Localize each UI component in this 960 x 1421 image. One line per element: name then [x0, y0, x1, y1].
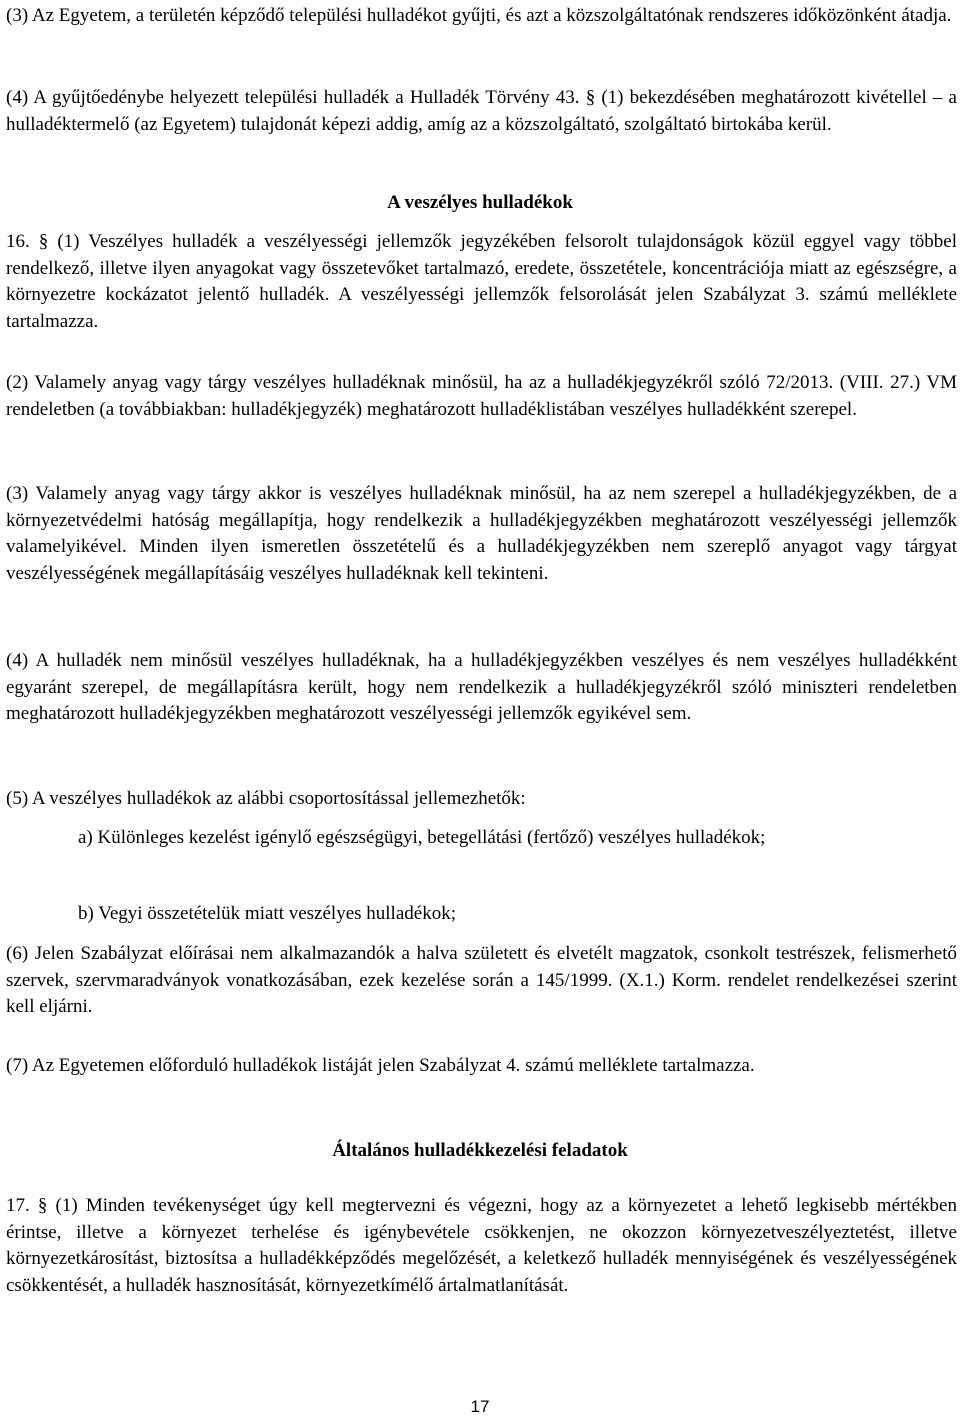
page-number: 17: [470, 1397, 490, 1416]
paragraph-16-3: (3) Valamely anyag vagy tárgy akkor is veszélyes hulladéknak minősül, ha az nem szerepel a hulladékjegyzékben, de a környezetvédelmi hatóság megállapítja, hogy rendelkezik a hulladékjegyzékben meghatározott veszélyességi jellemzők valamelyikével. Minden ilyen ismeretlen összetételű és a hulladékjegyzékben nem szereplő anyagot vagy tárgyat veszélyességének megállapításáig veszélyes hulladéknak kell tekinteni.: [6, 483, 957, 584]
list-item-16-5-a: a) Különleges kezelést igénylő egészségügyi, betegellátási (fertőző) veszélyes hulladékok;: [78, 827, 766, 848]
paragraph-16-2: (2) Valamely anyag vagy tárgy veszélyes hulladéknak minősül, ha az a hulladékjegyzékről szóló 72/2013. (VIII. 27.) VM rendeletben (a továbbiakban: hulladékjegyzék) meghatározott hulladéklistában veszélyes hulladékként szerepel.: [6, 372, 957, 420]
paragraph-17-1: 17. § (1) Minden tevékenységet úgy kell megtervezni és végezni, hogy az a környezetet a lehető legkisebb mértékben érintse, illetve a környezet terhelése és igénybevétele csökkenjen, ne okozzon környezetveszélyeztetést, illetve környezetkárosítást, biztosítsa a hulladékképződés megelőzését, a keletkező hulladék mennyiségének és veszélyességének csökkentését, a hulladék hasznosítását, környezetkímélő ártalmatlanítását.: [6, 1195, 957, 1296]
section-heading-general-tasks: Általános hulladékkezelési feladatok: [332, 1140, 628, 1161]
paragraph-16-5: (5) A veszélyes hulladékok az alábbi csoportosítással jellemezhetők:: [6, 788, 526, 809]
paragraph-16-7: (7) Az Egyetemen előforduló hulladékok listáját jelen Szabályzat 4. számú melléklete tartalmazza.: [6, 1055, 755, 1076]
paragraph-16-1: 16. § (1) Veszélyes hulladék a veszélyességi jellemzők jegyzékében felsorolt tulajdonságok közül eggyel vagy többel rendelkező, illetve ilyen anyagokat vagy összetevőket tartalmazó, eredete, összetétele, koncentrációja miatt az egészségre, a környezetre kockázatot jelentő hulladék. A veszélyességi jellemzők felsorolását jelen Szabályzat 3. számú melléklete tartalmazza.: [6, 231, 957, 332]
paragraph-16-6: (6) Jelen Szabályzat előírásai nem alkalmazandók a halva született és elvetélt magzatok, csonkolt testrészek, felismerhető szervek, szervmaradványok vonatkozásában, ezek kezelése során a 145/1999. (X.1.) Korm. rendelet rendelkezései szerint kell eljárni.: [6, 943, 957, 1017]
list-item-16-5-b: b) Vegyi összetételük miatt veszélyes hulladékok;: [78, 903, 456, 924]
section-heading-dangerous-waste: A veszélyes hulladékok: [387, 192, 573, 213]
paragraph-15-4: (4) A gyűjtőedénybe helyezett települési hulladék a Hulladék Törvény 43. § (1) bekezdésében meghatározott kivétellel – a hulladéktermelő (az Egyetem) tulajdonát képezi addig, amíg az a közszolgáltató, szolgáltató birtokába kerül.: [6, 87, 957, 135]
paragraph-16-4: (4) A hulladék nem minősül veszélyes hulladéknak, ha a hulladékjegyzékben veszélyes és nem veszélyes hulladékként egyaránt szerepel, de megállapításra került, hogy nem rendelkezik a hulladékjegyzékről szóló miniszteri rendeletben meghatározott hulladékjegyzékben meghatározott veszélyességi jellemzők egyikével sem.: [6, 650, 957, 724]
paragraph-15-3: (3) Az Egyetem, a területén képződő települési hulladékot gyűjti, és azt a közszolgáltatónak rendszeres időközönként átadja.: [6, 5, 952, 26]
